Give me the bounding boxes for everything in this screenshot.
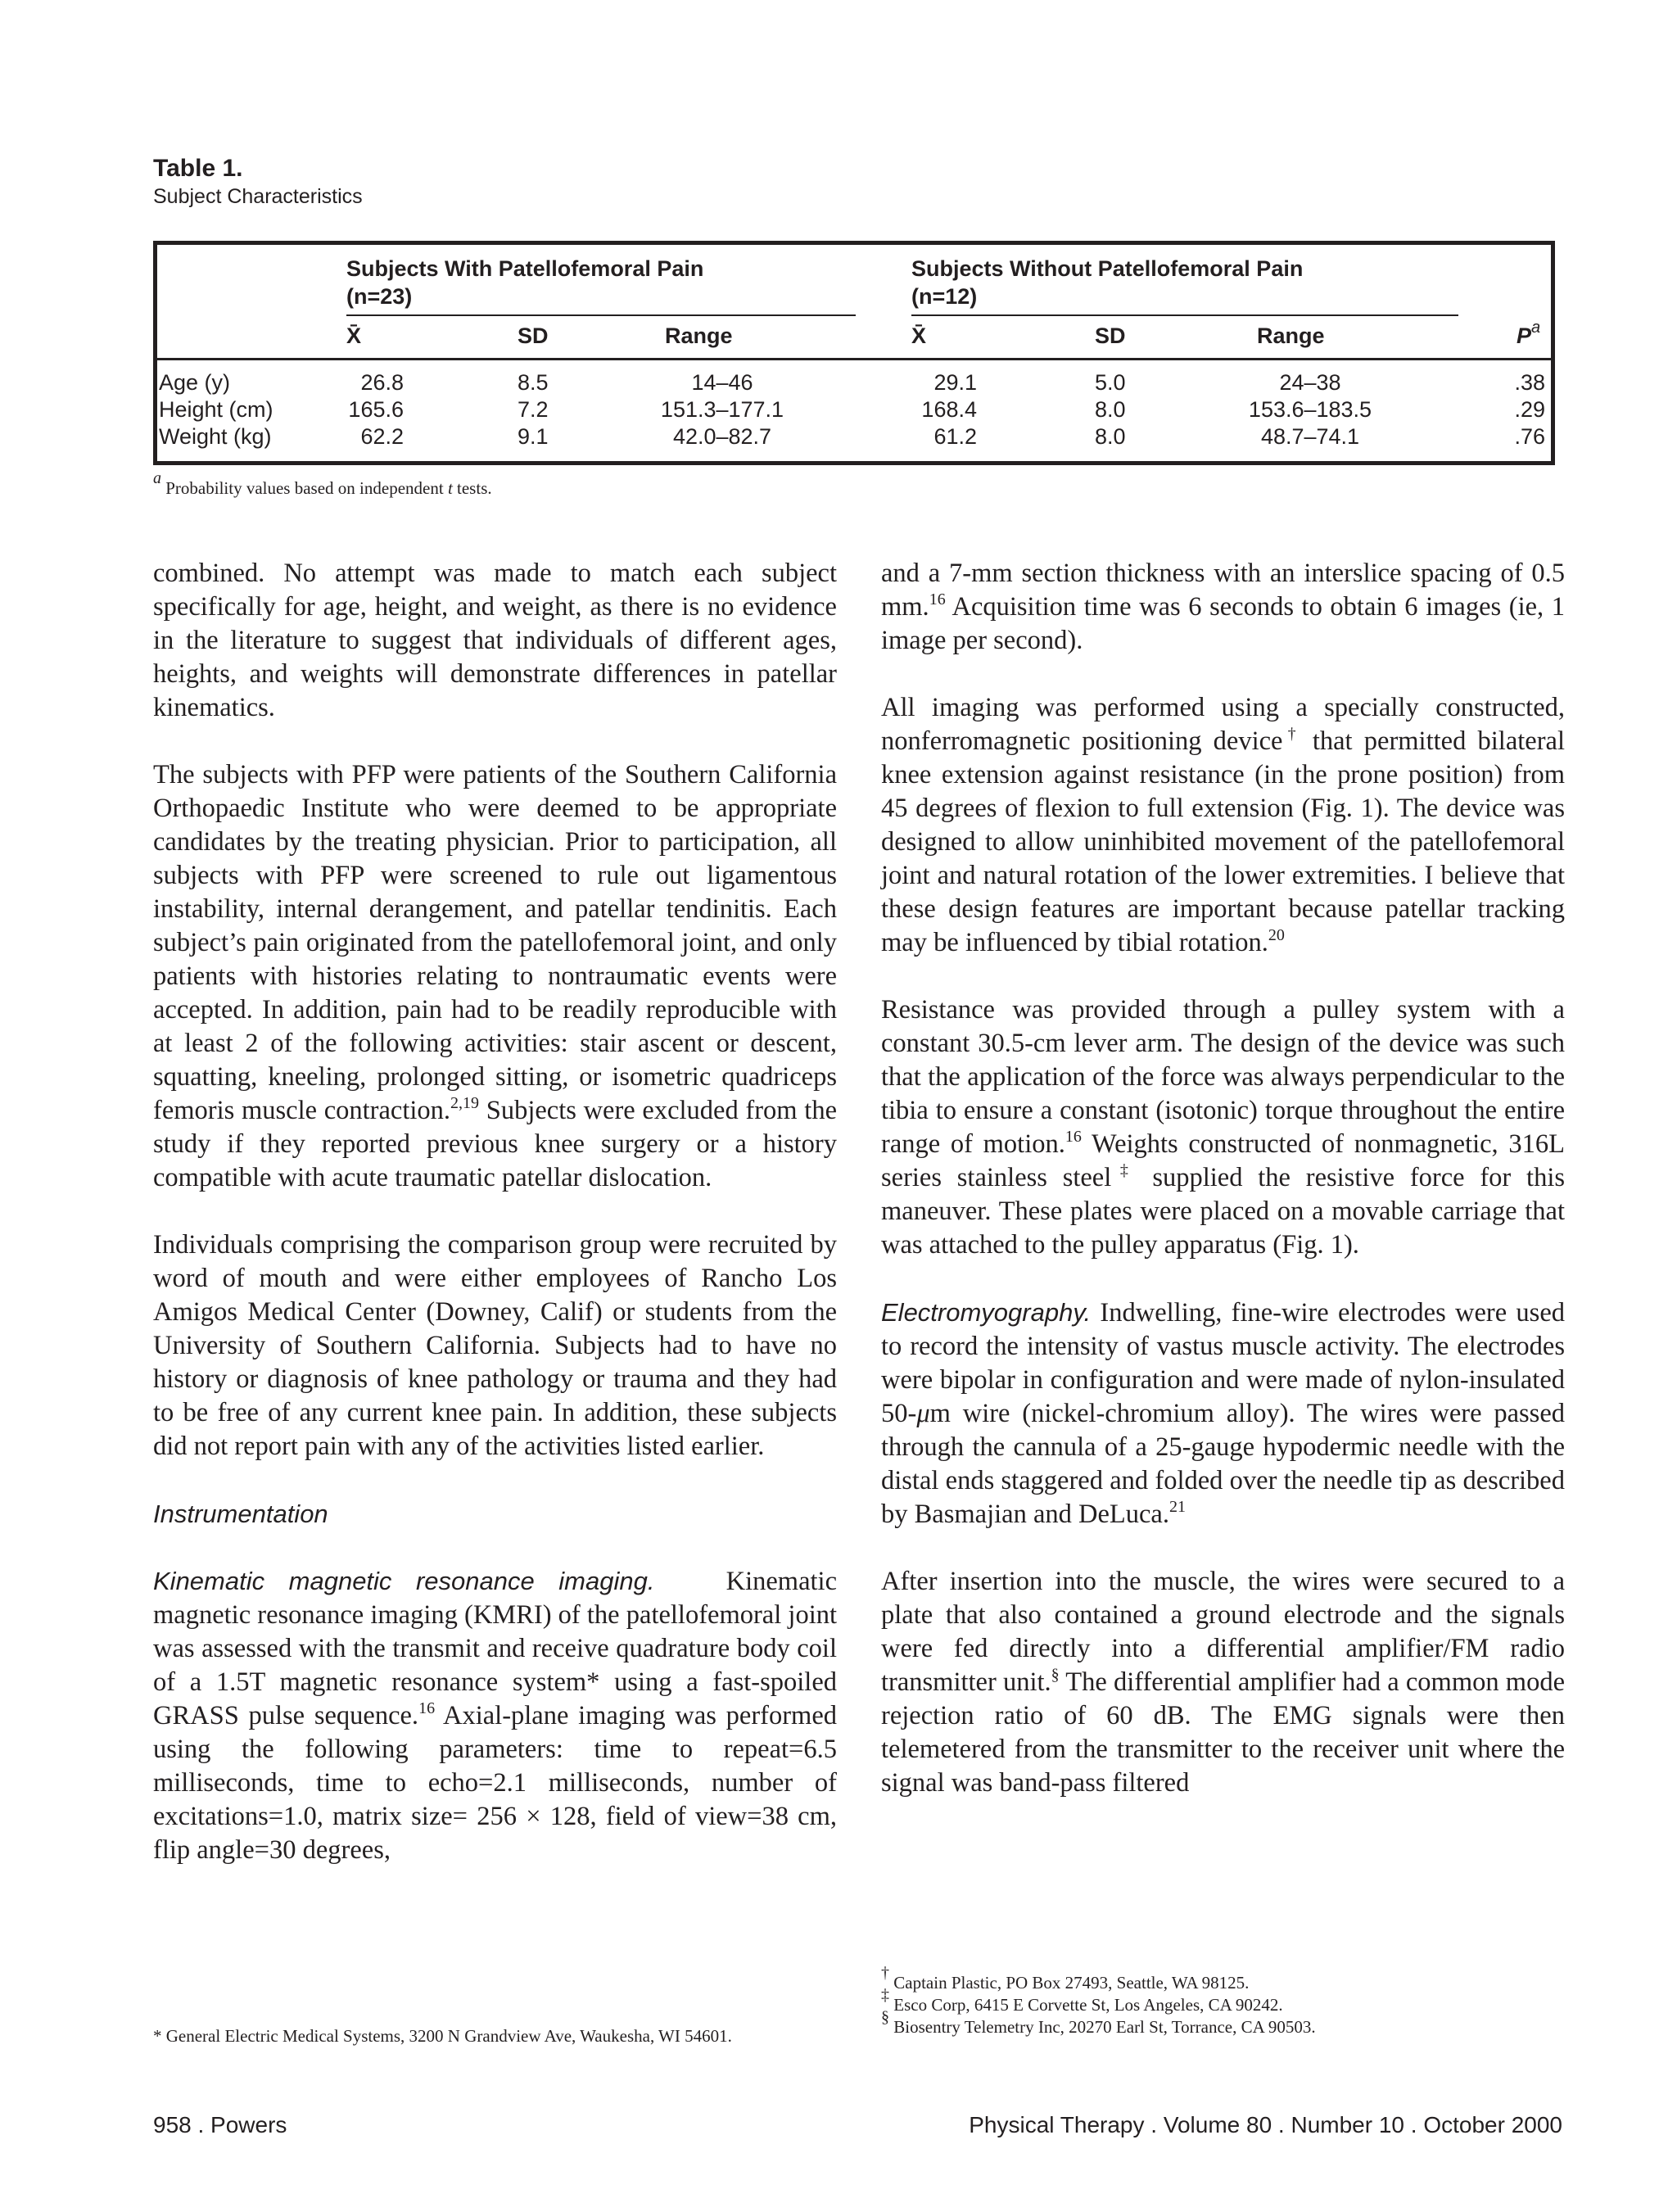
- footnote-ge: * General Electric Medical Systems, 3200 N Grandview Ave, Waukesha, WI 54601.: [153, 2026, 732, 2046]
- right-p2-text-cont: that permitted bilateral knee extension against resistance (in the prone position) from 45 degrees of flexion to full extension (Fig. 1). The device was designed to allow uninhibited movement of the patellofemoral joint and natural rotation of the lower extremities. I believe that these design features are important because patellar tracking may be influenced by tibial rotation.: [881, 726, 1565, 957]
- page-footer-right: Physical Therapy . Volume 80 . Number 10 . October 2000: [969, 2112, 1562, 2137]
- ref-2-19: 2,19: [450, 1094, 480, 1112]
- col-p: [1517, 319, 1541, 350]
- left-paragraph-1: combined. No attempt was made to match each subject specifically for age, height, and weight, as there is no evidence in the literature to suggest that individuals of different ages, heights, and weights will demonstrate differences in patellar kinematics.: [153, 559, 837, 722]
- footnote-item-text: Esco Corp, 6415 E Corvette St, Los Angeles, CA 90242.: [889, 1995, 1283, 2015]
- table-cell-g1-mean: 26.8: [360, 370, 404, 395]
- right-p4-text-cont: m wire (nickel-chromium alloy). The wires were passed through the cannula of a 25-gauge hypodermic needle with the distal ends staggered and folded over the needle tip as described by Basmajian and DeLuca.: [881, 1399, 1565, 1529]
- right-paragraph-emg: [881, 1296, 1565, 1531]
- table-subtitle: Subject Characteristics: [153, 185, 363, 208]
- footnote-item-mark: §: [881, 2008, 889, 2026]
- table-cell-g2-mean: 61.2: [933, 424, 977, 449]
- group1-title: Subjects With Patellofemoral Pain: [346, 256, 704, 281]
- right-paragraph-5: [881, 1565, 1565, 1800]
- table-cell-g1-range: 151.3–177.1: [660, 397, 784, 422]
- right-p3-text-end: supplied the resistive force for this maneuver. These plates were placed on a movable carriage that was attached to the pulley apparatus (Fig. 1).: [881, 1163, 1565, 1260]
- left-p4-text: Kinematic magnetic resonance imaging (KMRI) of the patellofemoral joint was assessed with the transmit and receive quadrature body coil of a 1.5T magnetic resonance system* using a fast-spoiled GRASS pulse sequence.: [153, 1567, 844, 1730]
- table-cell-g2-range: 48.7–74.1: [1260, 424, 1360, 449]
- right-p3-text-cont: Weights constructed of nonmagnetic, 316L series stainless steel: [881, 1129, 1565, 1192]
- right-p1-text-cont: Acquisition time was 6 seconds to obtain 6 images (ie, 1 image per second).: [881, 592, 1565, 655]
- right-p1-text: and a 7-mm section thickness with an interslice spacing of 0.5 mm.: [881, 559, 1565, 622]
- table-cell-label: Weight (kg): [159, 424, 272, 449]
- table-cell-g1-mean: 165.6: [348, 397, 404, 422]
- table-cell-g2-sd: 5.0: [1095, 370, 1126, 395]
- footnote-item-text: Biosentry Telemetry Inc, 20270 Earl St, Torrance, CA 90503.: [889, 2017, 1316, 2037]
- table-cell-g2-mean: 168.4: [921, 397, 977, 422]
- table-cell-g2-mean: 29.1: [933, 370, 977, 395]
- right-p4-text: Indwelling, fine-wire electrodes were used to record the intensity of vastus muscle activity. The electrodes were bipolar in configuration and were made of nylon-insulated 50-: [881, 1298, 1565, 1428]
- right-p2-text: All imaging was performed using a specially constructed, nonferromagnetic positioning device: [881, 693, 1565, 756]
- table-cell-p: .29: [1514, 397, 1545, 422]
- footnote-item: [881, 2008, 1316, 2038]
- g2-col-sd: SD: [1095, 323, 1126, 348]
- runin-heading-emg: Electromyography.: [881, 1298, 1092, 1327]
- table-cell-g2-sd: 8.0: [1095, 424, 1126, 449]
- table-footnote-mark: a: [153, 469, 161, 487]
- footnote-item-mark: †: [881, 1964, 889, 1982]
- footnote-item-mark: ‡: [881, 1986, 889, 2004]
- table-cell-g1-range: 14–46: [691, 370, 753, 395]
- g2-col-range: Range: [1257, 323, 1325, 348]
- left-p4-text-cont: Axial-plane imaging was performed using the following parameters: time to repeat=6.5 milliseconds, time to echo=2.1 milliseconds, number of excitations=1.0, matrix size= 256 × 128, field of view=38 cm, flip angle=30 degrees,: [153, 1701, 837, 1865]
- table-title: Table 1.: [153, 155, 243, 182]
- right-paragraph-1: [881, 557, 1565, 658]
- ref-21: 21: [1168, 1498, 1186, 1516]
- ref-16: 16: [1065, 1128, 1082, 1146]
- footnote-mark-double-dagger: ‡: [1111, 1161, 1137, 1179]
- left-paragraph-kmri: [153, 1564, 844, 1867]
- subject-characteristics-table: [153, 241, 1555, 465]
- group1-n: (n=23): [346, 284, 413, 309]
- section-heading-instrumentation: Instrumentation: [153, 1500, 328, 1528]
- footnote-mark-section: §: [1051, 1666, 1060, 1684]
- table-cell-label: Height (cm): [159, 397, 273, 422]
- table-cell-label: Age (y): [159, 370, 231, 395]
- table-cell-p: .76: [1514, 424, 1545, 449]
- col-p-label: P: [1517, 323, 1532, 348]
- right-p5-text-cont: The differential amplifier had a common mode rejection ratio of 60 dB. The EMG signals were then telemetered from the transmitter to the receiver unit where the signal was band-pass filtered: [881, 1667, 1565, 1798]
- table-footnote-t: t: [447, 478, 453, 498]
- ref-16: 16: [418, 1699, 436, 1717]
- group2-title: Subjects Without Patellofemoral Pain: [911, 256, 1304, 281]
- right-footnotes: [881, 1964, 1316, 2038]
- table-cell-g1-mean: 62.2: [360, 424, 404, 449]
- left-paragraph-3: Individuals comprising the comparison group were recruited by word of mouth and were either employees of Rancho Los Amigos Medical Center (Downey, Calif) or students from the University of Southern California. Subjects had to have no history or diagnosis of knee pathology or trauma and they had to be free of any current knee pain. In addition, these subjects did not report pain with any of the activities listed earlier.: [153, 1230, 837, 1461]
- right-paragraph-2: [881, 691, 1565, 960]
- left-paragraph-2: [153, 758, 837, 1195]
- table-cell-g2-range: 24–38: [1279, 370, 1341, 395]
- right-p3-text: Resistance was provided through a pulley system with a constant 30.5-cm lever arm. The design of the device was such that the application of the force was always perpendicular to the tibia to ensure a constant (isotonic) torque throughout the entire range of motion.: [881, 995, 1565, 1159]
- footnote-item: [881, 1986, 1316, 2016]
- footnote-item: [881, 1964, 1316, 1994]
- footnote-mark-dagger: †: [1282, 725, 1301, 743]
- table-caption: [153, 154, 363, 210]
- page-footer-left: 958 . Powers: [153, 2112, 287, 2137]
- g1-col-range: Range: [665, 323, 733, 348]
- right-paragraph-3: [881, 993, 1565, 1262]
- table-cell-p: .38: [1514, 370, 1545, 395]
- table-cell-g2-range: 153.6–183.5: [1248, 397, 1372, 422]
- right-column: [881, 557, 1565, 1834]
- ref-20: 20: [1268, 926, 1285, 944]
- g1-col-mean: X̄: [346, 323, 362, 348]
- footnote-item-text: Captain Plastic, PO Box 27493, Seattle, WA 98125.: [889, 1973, 1250, 1993]
- table-cell-g1-sd: 8.5: [518, 370, 549, 395]
- left-column: [153, 557, 844, 1901]
- header-rule: [157, 358, 1551, 360]
- runin-heading-kmri: Kinematic magnetic resonance imaging.: [153, 1567, 655, 1595]
- g2-col-mean: X̄: [911, 323, 927, 348]
- table-footnote-end: tests.: [452, 478, 492, 498]
- left-p2-text: The subjects with PFP were patients of the Southern California Orthopaedic Institute who were deemed to be appropriate candidates by the treating physician. Prior to participation, all subjects with PFP were screened to rule out ligamentous instability, internal derangement, and patellar tendinitis. Each subject’s pain originated from the patellofemoral joint, and only patients with histories relating to nontraumatic events were accepted. In addition, pain had to be readily reproducible with at least 2 of the following activities: stair ascent or descent, squatting, kneeling, prolonged sitting, or isometric quadriceps femoris muscle contraction.: [153, 760, 837, 1125]
- table-footnote-text: Probability values based on independent: [161, 478, 448, 498]
- left-p2-text-cont: Subjects were excluded from the study if they reported previous knee surgery or a history compatible with acute traumatic patellar dislocation.: [153, 1096, 837, 1192]
- g1-col-sd: SD: [518, 323, 549, 348]
- table-cell-g1-range: 42.0–82.7: [672, 424, 772, 449]
- right-p5-text: After insertion into the muscle, the wires were secured to a plate that also contained a ground electrode and the signals were fed directly into a differential amplifier/FM radio transmitter unit.: [881, 1567, 1565, 1697]
- table-footnote: [153, 469, 492, 500]
- table-cell-g1-sd: 9.1: [518, 424, 549, 449]
- group2-n: (n=12): [911, 284, 978, 309]
- group2-rule: [911, 314, 1458, 316]
- mu-symbol: μ: [916, 1399, 930, 1428]
- ref-16: 16: [929, 590, 946, 608]
- col-p-superscript: a: [1531, 319, 1541, 337]
- group1-rule: [346, 314, 856, 316]
- table-cell-g2-sd: 8.0: [1095, 397, 1126, 422]
- table-cell-g1-sd: 7.2: [518, 397, 549, 422]
